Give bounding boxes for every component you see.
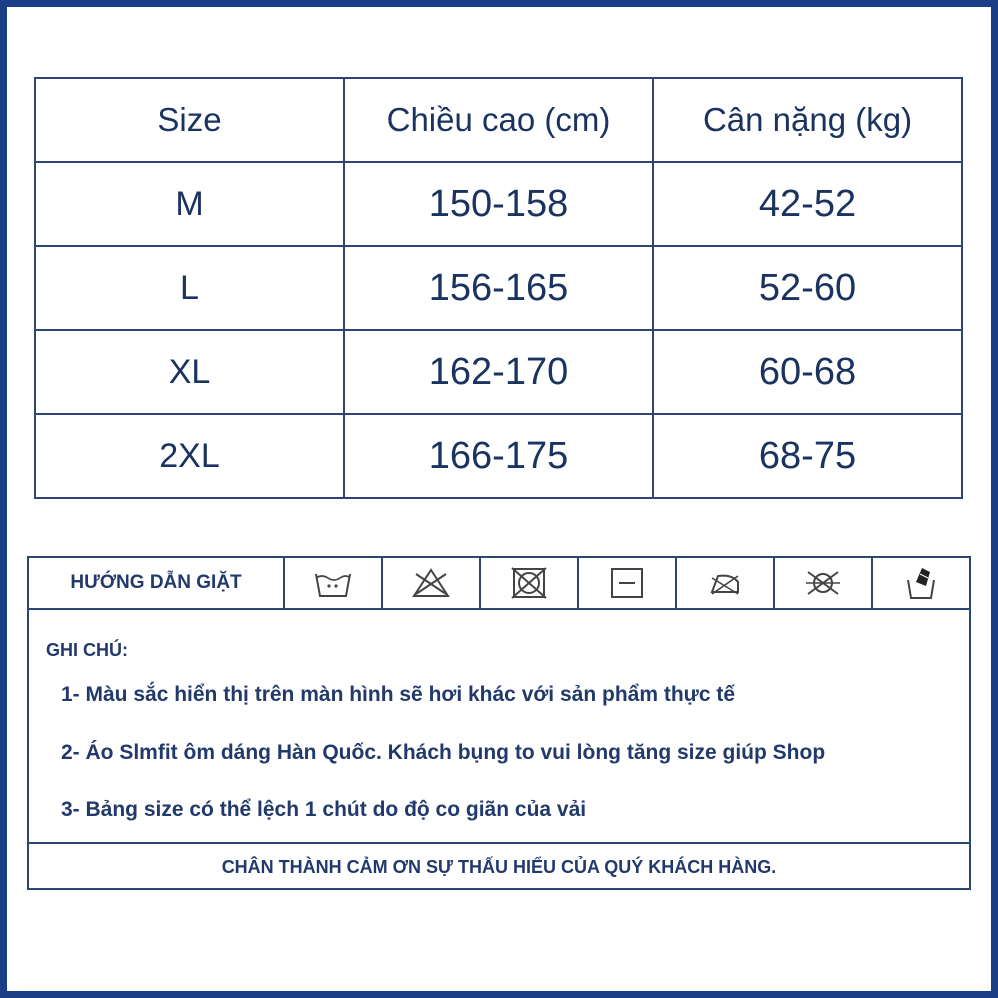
note-item: 1- Màu sắc hiển thị trên màn hình sẽ hơi khác với sản phẩm thực tế bbox=[61, 683, 736, 706]
cell-weight: 68-75 bbox=[653, 414, 962, 498]
no-dry-clean-icon bbox=[800, 564, 846, 602]
hand-wash-icon bbox=[898, 564, 944, 602]
cell-size: L bbox=[35, 246, 344, 330]
cell-size: XL bbox=[35, 330, 344, 414]
wash-guide-title: HƯỚNG DẪN GIẶT bbox=[29, 558, 285, 608]
wash-cell bbox=[775, 558, 873, 608]
cell-weight: 60-68 bbox=[653, 330, 962, 414]
wash-30-icon bbox=[310, 564, 356, 602]
notes-label: GHI CHÚ: bbox=[46, 640, 128, 660]
wash-cell bbox=[285, 558, 383, 608]
header-height: Chiều cao (cm) bbox=[344, 78, 653, 162]
header-size: Size bbox=[35, 78, 344, 162]
table-header-row bbox=[35, 78, 962, 162]
wash-cell bbox=[873, 558, 969, 608]
dry-flat-icon bbox=[604, 564, 650, 602]
wash-cell bbox=[579, 558, 677, 608]
note-item: 2- Áo Slmfit ôm dáng Hàn Quốc. Khách bụng to vui lòng tăng size giúp Shop bbox=[61, 741, 826, 764]
cell-weight: 52-60 bbox=[653, 246, 962, 330]
header-weight: Cân nặng (kg) bbox=[653, 78, 962, 162]
wash-cell bbox=[383, 558, 481, 608]
wash-guide-row bbox=[29, 558, 969, 610]
size-chart-table bbox=[34, 77, 963, 499]
cell-weight: 42-52 bbox=[653, 162, 962, 246]
table-row bbox=[35, 330, 962, 414]
no-bleach-icon bbox=[408, 564, 454, 602]
wash-cell bbox=[481, 558, 579, 608]
cell-size: M bbox=[35, 162, 344, 246]
cell-height: 150-158 bbox=[344, 162, 653, 246]
table-row bbox=[35, 162, 962, 246]
table-row bbox=[35, 414, 962, 498]
note-item: 3- Bảng size có thể lệch 1 chút do độ co giãn của vải bbox=[61, 798, 587, 821]
iron-low-icon bbox=[702, 564, 748, 602]
table-row bbox=[35, 246, 962, 330]
cell-height: 166-175 bbox=[344, 414, 653, 498]
thank-you-message: CHÂN THÀNH CẢM ƠN SỰ THẤU HIỂU CỦA QUÝ KHÁCH HÀNG. bbox=[29, 842, 969, 890]
cell-height: 162-170 bbox=[344, 330, 653, 414]
care-instructions-box bbox=[27, 556, 971, 890]
no-tumble-dry-icon bbox=[506, 564, 552, 602]
cell-height: 156-165 bbox=[344, 246, 653, 330]
cell-size: 2XL bbox=[35, 414, 344, 498]
wash-cell bbox=[677, 558, 775, 608]
